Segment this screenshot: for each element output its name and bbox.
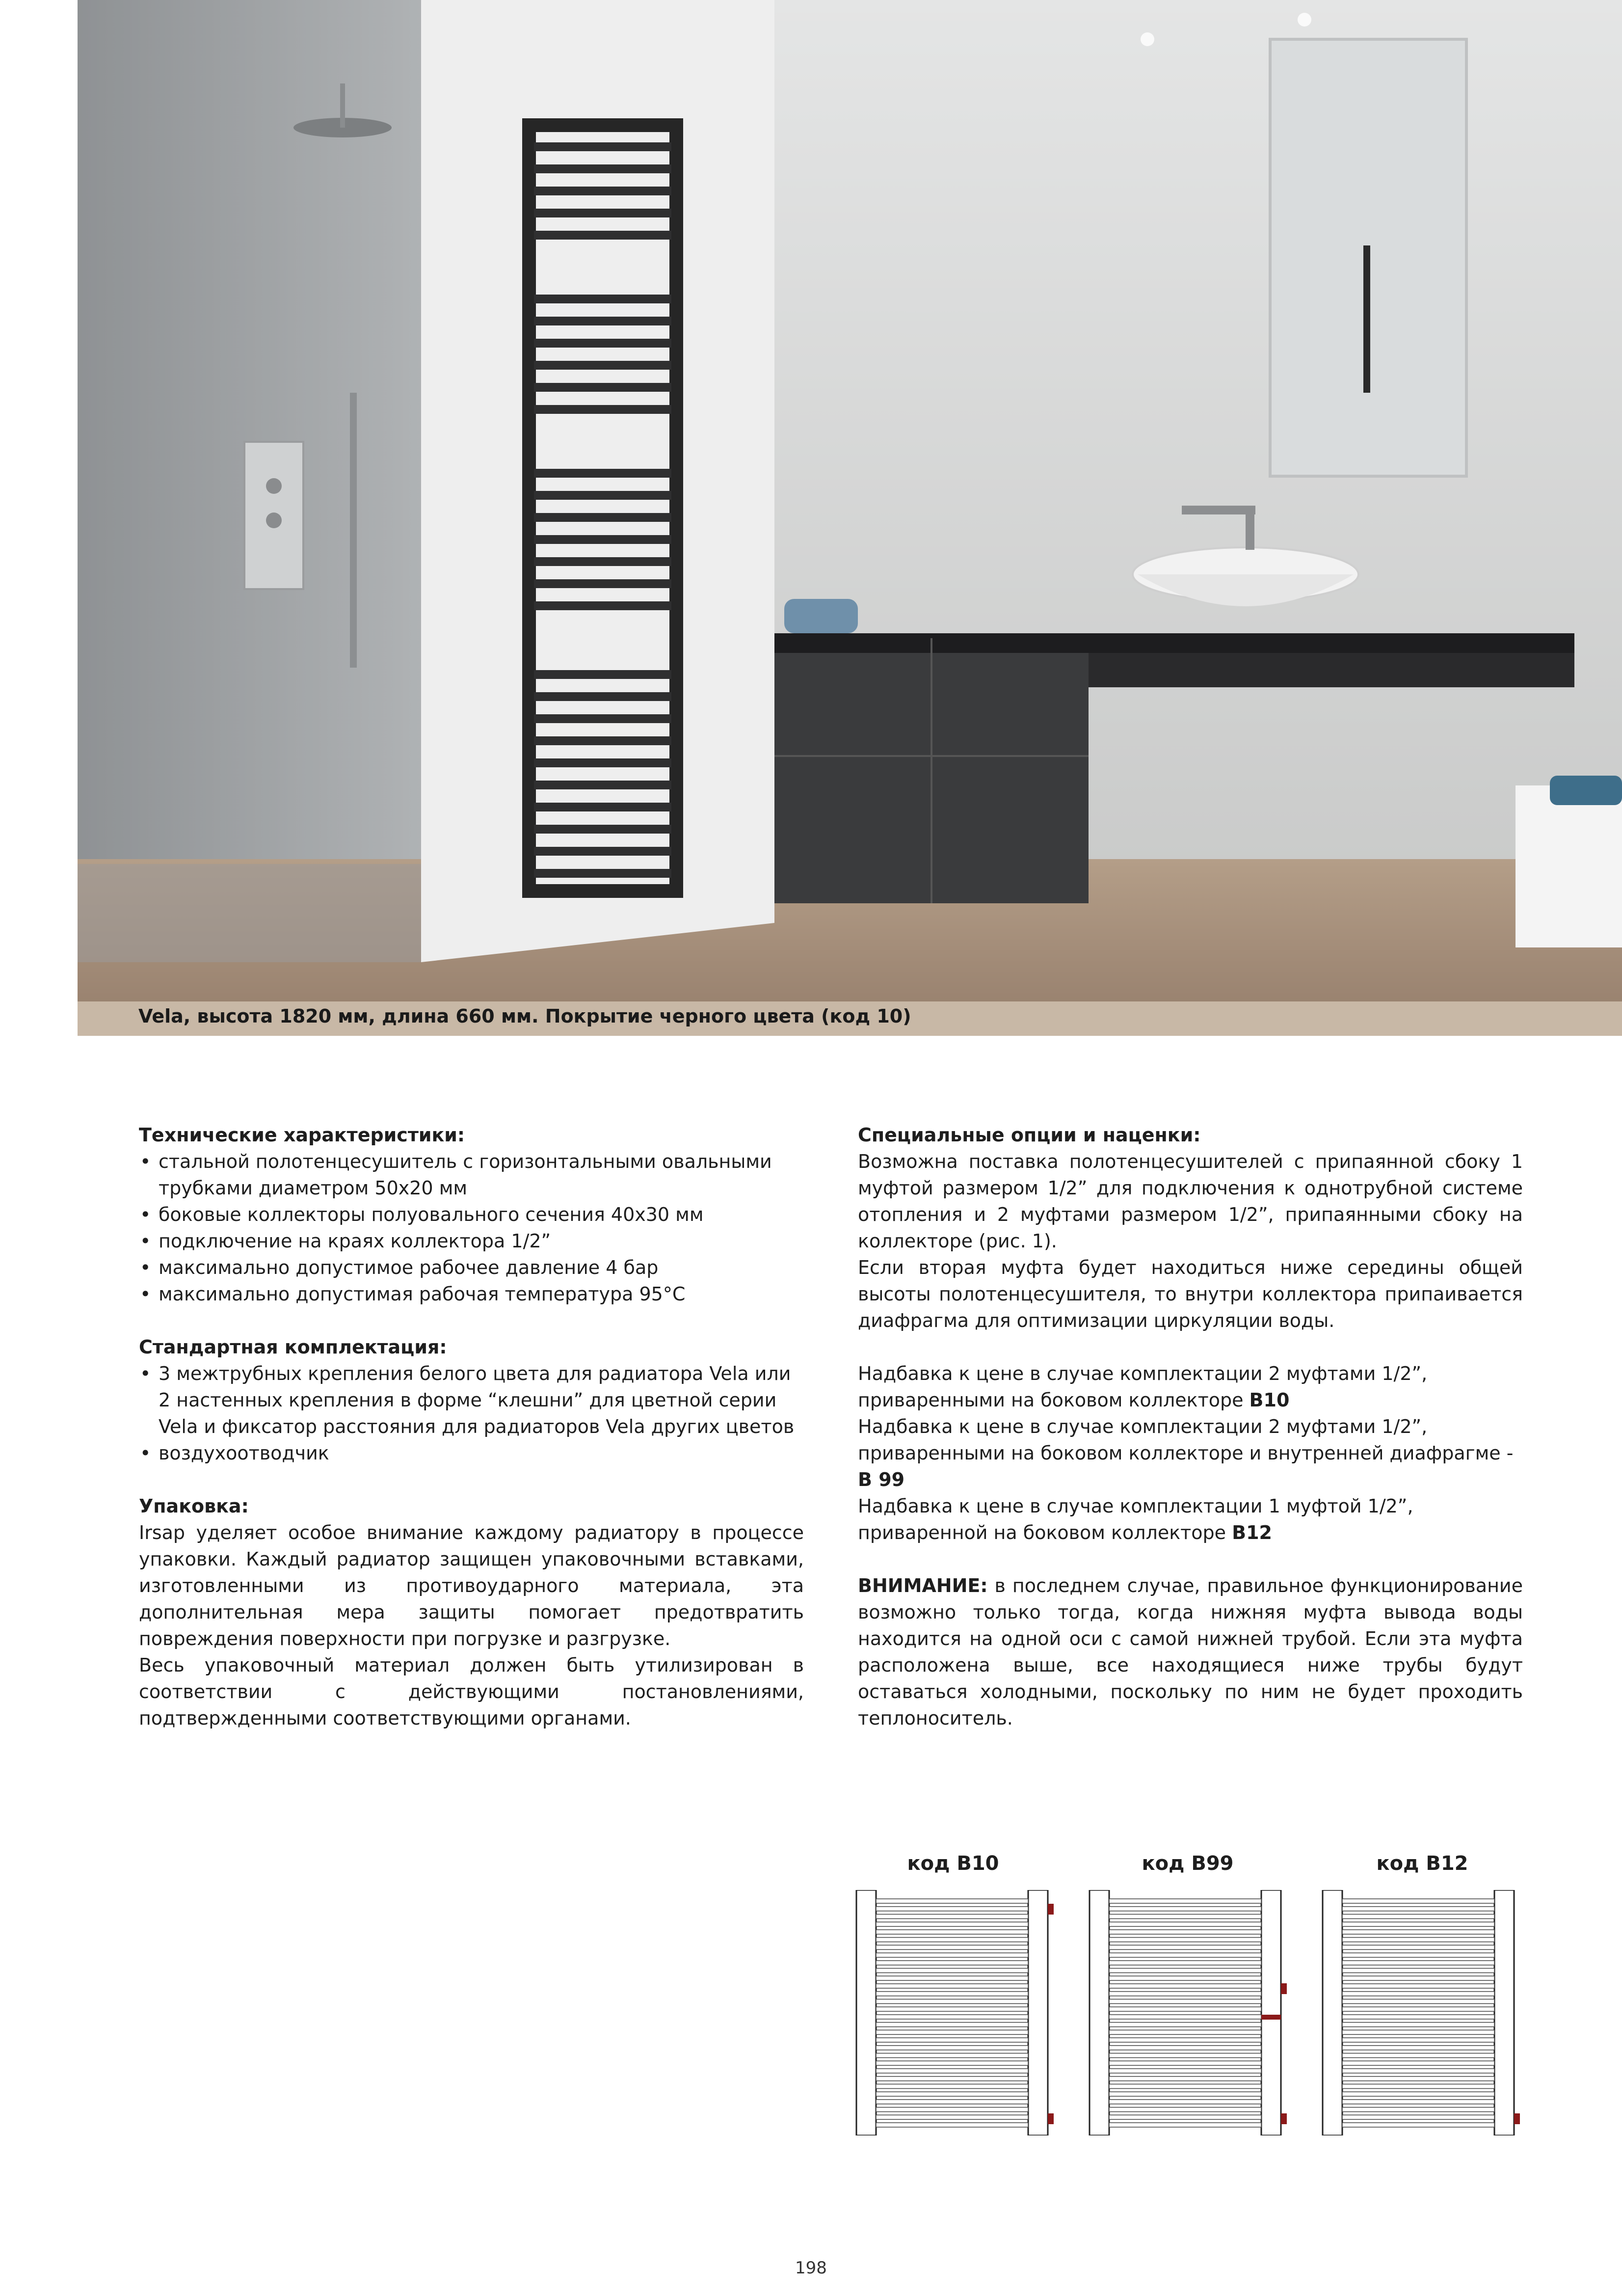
diagram-label-b99: код B99 — [1142, 1852, 1234, 1875]
tube — [1342, 1899, 1494, 1903]
tube — [1342, 1961, 1494, 1965]
tube — [1342, 2123, 1494, 2127]
tube — [1109, 1922, 1261, 1926]
tube — [1109, 1938, 1261, 1942]
packaging-paragraph: Irsap уделяет особое внимание каждому радиатору в процессе упаковки. Каждый радиатор защищен упаковочными вставками, изготовленными из противоударного материала, эта дополнительная мера защиты помогает предотвратить повреждения поверхности при погрузке и разгрузке. — [139, 1522, 804, 1649]
tube — [876, 1999, 1028, 2003]
diagram-b99 — [1090, 1890, 1287, 2135]
surcharge-text: Надбавка к цене в случае комплектации 2 муфтами 1/2”, приваренными на боковом коллекторе — [858, 1363, 1428, 1411]
tube — [876, 2123, 1028, 2127]
tube — [1342, 1984, 1494, 1988]
specs-item: • максимально допустимая рабочая температура 95°С — [139, 1281, 804, 1307]
tube — [876, 2030, 1028, 2034]
tube — [1342, 2084, 1494, 2088]
diagram-label-b12: код B12 — [1376, 1852, 1468, 1875]
tube — [876, 2046, 1028, 2050]
surcharge-code: B10 — [1249, 1389, 1290, 1411]
caption-bar — [78, 1001, 1622, 1036]
left-column — [139, 1122, 804, 1731]
tube — [876, 1938, 1028, 1942]
tube — [876, 1945, 1028, 1949]
collector-right — [1028, 1890, 1048, 2135]
tube — [876, 2015, 1028, 2019]
tube — [1342, 2038, 1494, 2042]
tube — [876, 1984, 1028, 1988]
connector-bottom — [1281, 2113, 1287, 2124]
standard-item: • 3 межтрубных крепления белого цвета для радиатора Vela или 2 настенных крепления в форме “клешни” для цветной серии Vela и фиксатор расстояния для радиаторов Vela других цветов — [139, 1360, 804, 1440]
tube — [1109, 1961, 1261, 1965]
tube — [1342, 1953, 1494, 1957]
surcharge-b10 — [858, 1360, 1523, 1413]
options-title: Специальные опции и наценки: — [858, 1124, 1201, 1146]
options-paragraph: Возможна поставка полотенцесушителей с припаянной сбоку 1 муфтой размером 1/2” для подключения к однотрубной системе отопления и 2 муфтами размером 1/2”, припаянными сбоку на коллекторе (рис. 1). — [858, 1151, 1523, 1252]
diagram-b10 — [856, 1890, 1054, 2135]
tube — [1109, 1914, 1261, 1918]
diagram-label-b10: код B10 — [907, 1852, 999, 1875]
tube — [876, 2069, 1028, 2073]
surcharge-b99 — [858, 1413, 1523, 1493]
tube — [1342, 2053, 1494, 2058]
tube — [1342, 1999, 1494, 2003]
tube — [1342, 2015, 1494, 2019]
tube — [1342, 2077, 1494, 2081]
tube — [1109, 1907, 1261, 1911]
tube — [1342, 2069, 1494, 2073]
tube — [876, 1953, 1028, 1957]
tube — [1342, 1922, 1494, 1926]
tube — [1109, 1976, 1261, 1980]
tube — [1109, 2107, 1261, 2112]
collector-right — [1261, 1890, 1281, 2135]
specs-item: • стальной полотенцесушитель с горизонтальными овальными трубками диаметром 50х20 мм — [139, 1148, 804, 1201]
tube — [876, 1899, 1028, 1903]
connection-diagrams — [854, 1890, 1531, 2135]
connector-bottom — [1048, 2113, 1054, 2124]
warning-label: ВНИМАНИЕ: — [858, 1575, 988, 1596]
tube — [1342, 1938, 1494, 1942]
tube — [876, 1914, 1028, 1918]
tube — [1109, 1930, 1261, 1934]
tube — [1109, 2100, 1261, 2104]
tube — [1109, 2030, 1261, 2034]
packaging-title: Упаковка: — [139, 1495, 249, 1517]
connector-middle — [1281, 1983, 1287, 1994]
tube — [1109, 1945, 1261, 1949]
specs-title: Технические характеристики: — [139, 1124, 465, 1146]
tube — [1109, 1899, 1261, 1903]
surcharge-b12 — [858, 1493, 1523, 1546]
tube — [876, 1930, 1028, 1934]
tube — [876, 2100, 1028, 2104]
tube — [1342, 2100, 1494, 2104]
tube — [876, 1907, 1028, 1911]
connector-top — [1048, 1904, 1054, 1915]
tube — [876, 2007, 1028, 2011]
standard-item: • воздухоотводчик — [139, 1440, 804, 1466]
tube — [1342, 1907, 1494, 1911]
tube — [1342, 2023, 1494, 2027]
tube — [876, 2107, 1028, 2112]
collector-left — [856, 1890, 876, 2135]
tube — [1109, 1969, 1261, 1973]
tube — [876, 2053, 1028, 2058]
options-paragraph: Если вторая муфта будет находиться ниже середины общей высоты полотенцесушителя, то внутри коллектора припаивается диафрагма для оптимизации циркуляции воды. — [858, 1257, 1523, 1331]
specs-item: • максимально допустимое рабочее давление 4 бар — [139, 1254, 804, 1281]
tube — [1342, 2115, 1494, 2119]
tube — [1109, 1953, 1261, 1957]
tube — [1109, 2046, 1261, 2050]
connector-bottom — [1514, 2113, 1520, 2124]
collector-right — [1494, 1890, 1514, 2135]
product-photo — [78, 0, 1622, 1001]
surcharge-code: B12 — [1232, 1522, 1272, 1543]
tube — [876, 1969, 1028, 1973]
packaging-paragraph: Весь упаковочный материал должен быть утилизирован в соответствии с действующими постановлениями, подтвержденными соответствующими органами. — [139, 1654, 804, 1729]
page-number: 198 — [795, 2258, 827, 2278]
tube — [1109, 2123, 1261, 2127]
collector-left — [1090, 1890, 1109, 2135]
tube — [1109, 2077, 1261, 2081]
tube — [1109, 2084, 1261, 2088]
tube — [1342, 1945, 1494, 1949]
tube — [1109, 2023, 1261, 2027]
tube — [1109, 2015, 1261, 2019]
tube — [876, 1976, 1028, 1980]
tube — [876, 1961, 1028, 1965]
tube — [876, 2115, 1028, 2119]
surcharge-text: Надбавка к цене в случае комплектации 1 муфтой 1/2”, приваренной на боковом коллекторе — [858, 1495, 1413, 1543]
tube — [876, 2077, 1028, 2081]
tube — [1342, 1992, 1494, 1996]
tube — [876, 2038, 1028, 2042]
photo-caption: Vela, высота 1820 мм, длина 660 мм. Покрытие черного цвета (код 10) — [138, 1005, 911, 1027]
tube — [1109, 1992, 1261, 1996]
surcharge-text: Надбавка к цене в случае комплектации 2 муфтами 1/2”, приваренными на боковом коллекторе и внутренней диафрагме - — [858, 1416, 1514, 1464]
tube — [1109, 2038, 1261, 2042]
tube — [876, 2023, 1028, 2027]
collector-left — [1323, 1890, 1342, 2135]
tube — [1109, 2061, 1261, 2065]
tube — [1109, 1984, 1261, 1988]
tube — [876, 2092, 1028, 2096]
tube — [1342, 2046, 1494, 2050]
tube — [876, 1992, 1028, 1996]
tube — [1109, 2115, 1261, 2119]
tube — [1342, 1930, 1494, 1934]
tube — [1109, 2007, 1261, 2011]
standard-title: Стандартная комплектация: — [139, 1336, 447, 1358]
specs-item: • подключение на краях коллектора 1/2” — [139, 1228, 804, 1254]
tube — [876, 1922, 1028, 1926]
tube — [1342, 2107, 1494, 2112]
tube — [1342, 2007, 1494, 2011]
tube — [1342, 2030, 1494, 2034]
tube — [1109, 1999, 1261, 2003]
diaphragm — [1261, 2015, 1281, 2020]
right-column — [858, 1122, 1523, 1731]
tube — [1342, 2092, 1494, 2096]
tube — [1342, 1976, 1494, 1980]
tube — [1109, 2069, 1261, 2073]
warning-text: в последнем случае, правильное функционирование возможно только тогда, когда нижняя муфта вывода воды находится на одной оси с самой нижней трубой. Если эта муфта расположена выше, все находящиеся ниже трубы будут оставаться холодными, поскольку по ним не будет проходить теплоноситель. — [858, 1575, 1523, 1729]
surcharge-code: B 99 — [858, 1469, 905, 1490]
tube — [1109, 2053, 1261, 2058]
tube — [1342, 1914, 1494, 1918]
tube — [1109, 2092, 1261, 2096]
specs-item: • боковые коллекторы полуовального сечения 40х30 мм — [139, 1201, 804, 1228]
warning-paragraph — [858, 1572, 1523, 1731]
tube — [876, 2061, 1028, 2065]
tube — [876, 2084, 1028, 2088]
tube — [1342, 2061, 1494, 2065]
diagram-b12 — [1323, 1890, 1520, 2135]
tube — [1342, 1969, 1494, 1973]
